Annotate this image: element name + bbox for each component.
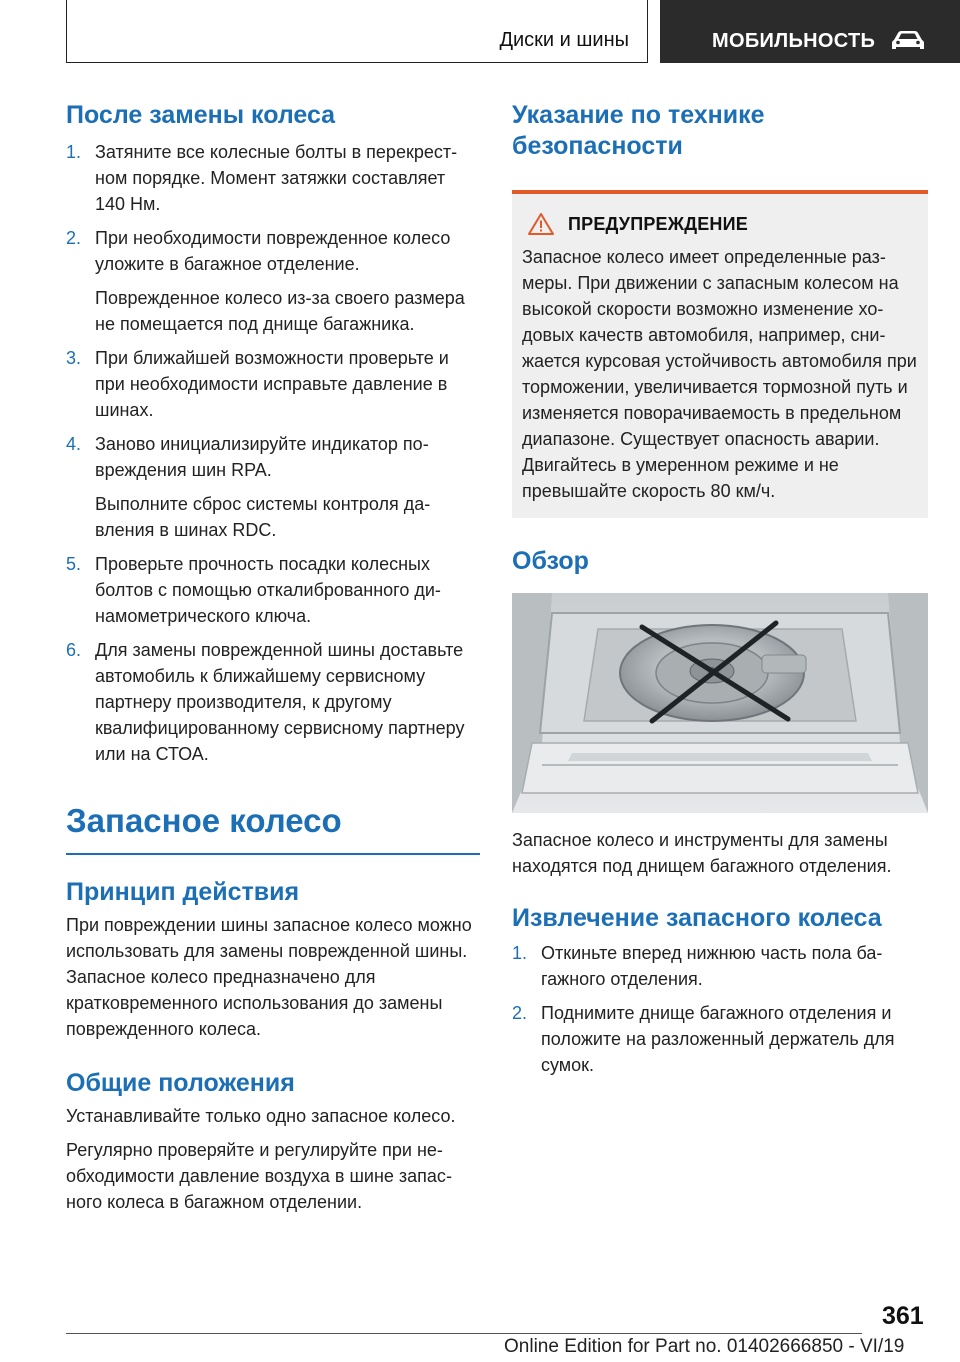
principle-title: Принцип действия [66,877,300,906]
step-text: Заново инициализируйте индикатор повреждения шин RPA. [95,434,429,480]
header-section-title: Диски и шины [499,29,629,51]
step-extra: Выполните сброс системы контроля давления в шинах RDC. [95,494,431,540]
general-title: Общие положения [66,1068,295,1097]
warning-header [522,212,918,236]
warning-text: Запасное колесо имеет определенные размеры. При движении с запасным колесом на высокой скорости возможно изменение ходовых качеств автомобиля, например, снижается курсовая устойчивость автомобиля при торможении, увеличивается тормозной путь и изменяется поворачиваемость в предельном диапазоне. Существует опасность аварии. Двигайтесь в умеренном режиме и не превышайте скорость 80 км/ч. [522,247,917,501]
spare-wheel-title: Запасное колесо [66,802,342,839]
warning-triangle-icon [528,212,554,236]
list-item [66,431,480,543]
section-divider [66,853,480,855]
step-text: Проверьте прочность посадки колесных болтов с помощью откалиброванного динамометрического ключа. [95,554,441,626]
step-number: 3. [66,348,82,368]
list-item [66,225,480,337]
warning-box [512,190,928,518]
step-text: При ближайшей возможности проверьте и при необходимости исправьте давление в шинах. [95,348,449,420]
list-item [66,637,480,767]
page-number: 361 [882,1302,924,1330]
step-number: 2. [512,1003,528,1023]
footer-edition: Online Edition for Part no. 01402666850 - VI/19 [504,1336,905,1357]
step-number: 1. [512,943,528,963]
general-paragraph-1: Устанавливайте только одно запасное колесо. [66,1105,456,1126]
list-item [66,551,480,629]
step-extra: Поврежденное колесо из-за своего размера не помещается под днище багажника. [95,288,465,334]
overview-caption: Запасное колесо и инструменты для замены находятся под днищем багажного отделения. [512,830,892,876]
warning-title: ПРЕДУПРЕЖДЕНИЕ [568,213,748,234]
list-item [66,345,480,423]
right-column [512,100,928,1078]
step-text: При необходимости поврежденное колесо уложите в багажное отделение. [95,228,451,274]
step-number: 4. [66,434,82,454]
step-number: 5. [66,554,82,574]
car-icon [891,28,925,52]
removal-title: Извлечение запасного колеса [512,904,882,932]
step-number: 1. [66,142,82,162]
left-column [66,100,480,1215]
step-text: Поднимите днище багажного отделения и положите на разложенный держатель для сумок. [541,1003,895,1075]
list-item [512,940,928,992]
list-item [66,139,480,217]
step-number: 2. [66,228,82,248]
header-section-box [66,0,648,63]
overview-title: Обзор [512,547,589,575]
list-item [512,1000,928,1078]
footer-divider [66,1333,862,1334]
step-number: 6. [66,640,82,660]
step-text: Откиньте вперед нижнюю часть пола багажного отделения. [541,943,883,989]
after-change-steps [66,139,480,767]
header-chapter-box [660,0,960,63]
after-change-title: После замены колеса [66,101,336,129]
step-text: Затяните все колесные болты в перекрестном порядке. Момент затяжки составляет 140 Нм. [95,142,458,214]
general-paragraph-2: Регулярно проверяйте и регулируйте при необходимости давление воздуха в шине запасного колеса в багажном отделении. [66,1139,452,1212]
trunk-spare-wheel-photo [512,593,928,813]
principle-text: При повреждении шины запасное колесо можно использовать для замены поврежденной шины. Запасное колесо предназначено для кратковременного использования до замены поврежденного колеса. [66,914,472,1039]
removal-steps [512,940,928,1078]
header-chapter-title: МОБИЛЬНОСТЬ [712,30,876,52]
safety-title: Указание по технике безопасности [512,101,765,160]
step-text: Для замены поврежденной шины доставьте автомобиль к ближайшему сервисному партнеру производителя, к другому квалифицированному сервисному партнеру или на СТОА. [95,640,465,764]
